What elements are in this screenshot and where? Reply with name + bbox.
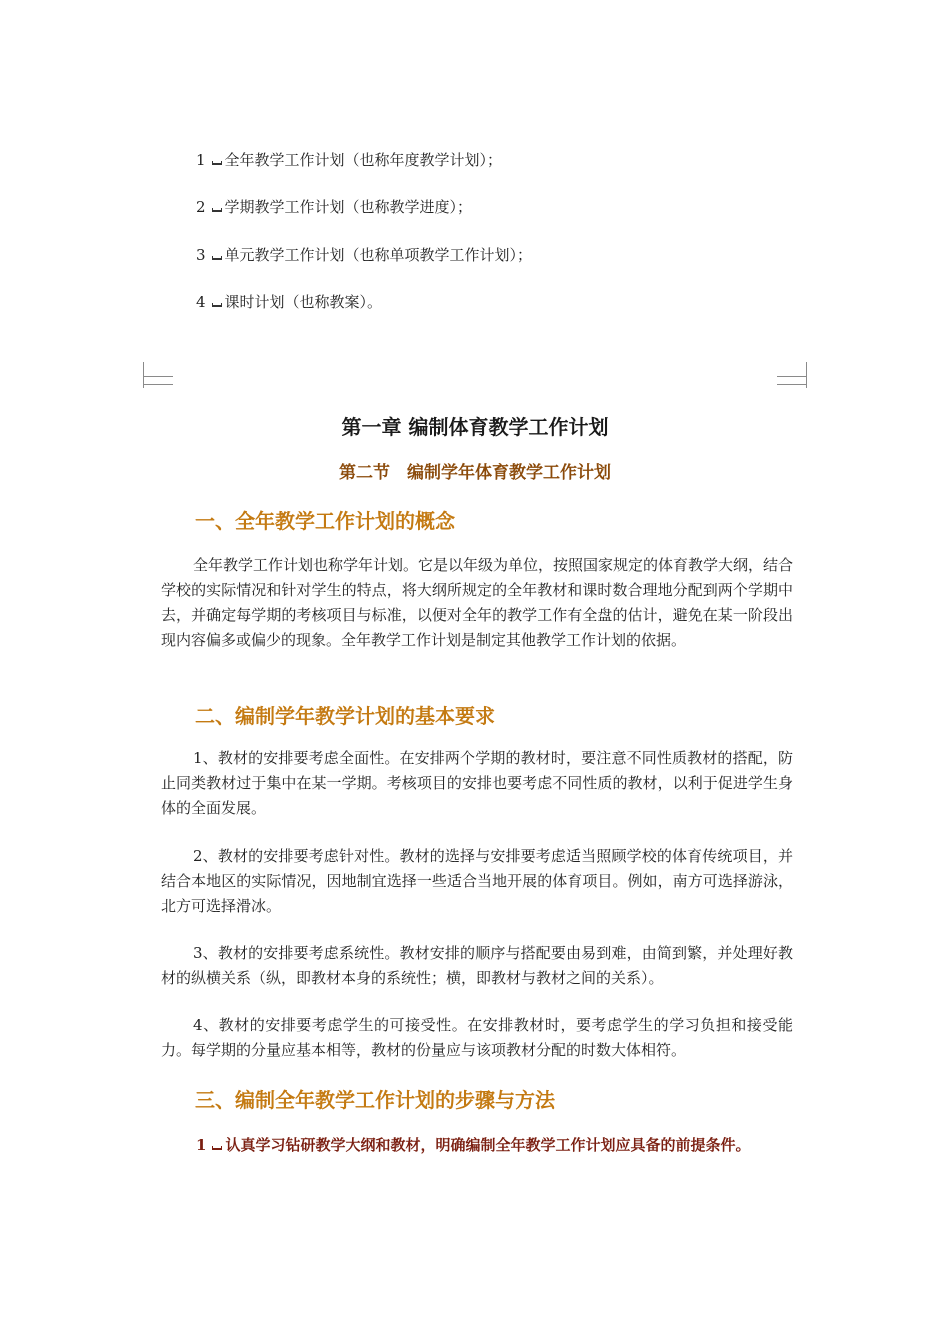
heading-steps: 三、编制全年教学工作计划的步骤与方法 [195, 1088, 555, 1112]
list-marker-icon [212, 208, 222, 212]
section-title: 第二节 编制学年体育教学工作计划 [339, 463, 611, 483]
list-marker-icon [212, 161, 222, 165]
requirement-paragraph: 2、教材的安排要考虑针对性。教材的选择与安排要考虑适当照顾学校的体育传统项目，并结合本地区的实际情况，因地制宜选择一些适合当地开展的体育项目。例如，南方可选择游泳，北方可选择滑冰。 [161, 847, 793, 915]
requirement-paragraph: 1、教材的安排要考虑全面性。在安排两个学期的教材时，要注意不同性质教材的搭配，防止同类教材过于集中在某一学期。考核项目的安排也要考虑不同性质的教材，以利于促进学生身体的全面发展。 [161, 749, 793, 817]
requirement-paragraph: 3、教材的安排要考虑系统性。教材安排的顺序与搭配要由易到难，由简到繁，并处理好教材的纵横关系（纵，即教材本身的系统性；横，即教材与教材之间的关系）。 [161, 944, 793, 987]
list-marker-icon [212, 256, 222, 260]
heading-concept: 一、全年教学工作计划的概念 [195, 509, 455, 533]
list-item: 1 全年教学工作计划（也称年度教学计划）； [196, 151, 503, 169]
requirement-paragraph: 4、教材的安排要考虑学生的可接受性。在安排教材时，要考虑学生的学习负担和接受能力。每学期的分量应基本相等，教材的份量应与该项教材分配的时数大体相符。 [161, 1016, 793, 1059]
concept-paragraph: 全年教学工作计划也称学年计划。它是以年级为单位，按照国家规定的体育教学大纲，结合学校的实际情况和针对学生的特点，将大纲所规定的全年教材和课时数合理地分配到两个学期中去，并确定每学期的考核项目与标准，以便对全年的教学工作有全盘的估计，避免在某一阶段出现内容偏多或偏少的现象。全年教学工作计划是制定其他教学工作计划的依据。 [161, 556, 794, 649]
list-item: 2 学期教学工作计划（也称教学进度）； [196, 198, 473, 216]
page-corner-mark-left [143, 362, 173, 388]
list-marker-icon [212, 303, 222, 307]
list-item: 3 单元教学工作计划（也称单项教学工作计划）； [196, 246, 533, 264]
step-item: 1 认真学习钻研教学大纲和教材，明确编制全年教学工作计划应具备的前提条件。 [196, 1136, 751, 1154]
page-corner-mark-right [777, 362, 807, 388]
list-item: 4 课时计划（也称教案）。 [196, 293, 383, 311]
list-marker-icon [212, 1146, 222, 1150]
chapter-title: 第一章 编制体育教学工作计划 [341, 415, 609, 439]
heading-requirements: 二、编制学年教学计划的基本要求 [195, 704, 495, 728]
